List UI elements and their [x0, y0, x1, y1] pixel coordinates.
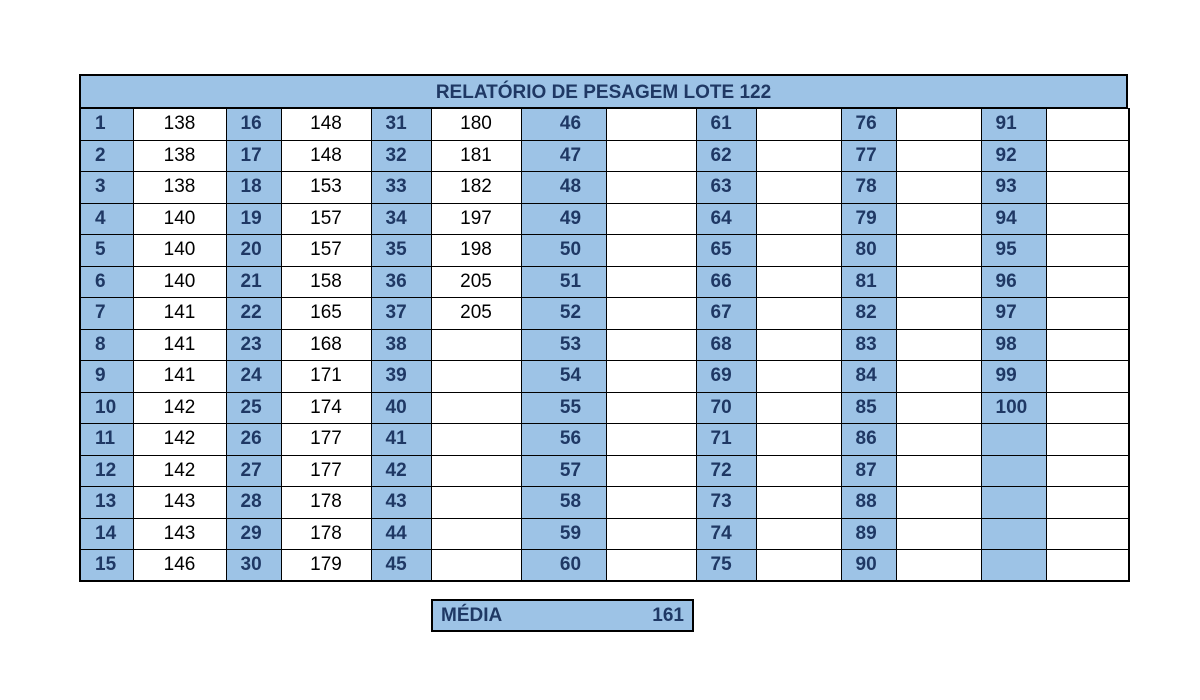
row-number-cell: 68 — [696, 329, 756, 361]
weight-cell — [431, 424, 521, 456]
row-number-cell: 50 — [521, 235, 606, 267]
row-number-cell: 42 — [371, 455, 431, 487]
weight-cell: 141 — [133, 329, 226, 361]
row-number-cell: 81 — [841, 266, 896, 298]
row-number-cell: 58 — [521, 487, 606, 519]
weight-cell — [756, 203, 841, 235]
weight-cell: 198 — [431, 235, 521, 267]
weight-cell: 171 — [281, 361, 371, 393]
weighing-report — [79, 74, 1128, 582]
weight-cell: 182 — [431, 172, 521, 204]
row-number-cell: 39 — [371, 361, 431, 393]
row-number-cell: 88 — [841, 487, 896, 519]
row-number-cell: 94 — [981, 203, 1046, 235]
weight-cell: 142 — [133, 455, 226, 487]
weight-cell — [606, 172, 696, 204]
row-number-cell: 18 — [226, 172, 281, 204]
row-number-cell: 3 — [80, 172, 133, 204]
table-row — [80, 329, 1129, 361]
table-row — [80, 140, 1129, 172]
row-number-cell: 76 — [841, 109, 896, 141]
weight-cell — [431, 455, 521, 487]
weight-cell — [896, 361, 981, 393]
row-number-cell: 57 — [521, 455, 606, 487]
weight-cell — [1046, 172, 1129, 204]
row-number-cell: 51 — [521, 266, 606, 298]
weight-cell — [896, 392, 981, 424]
weight-cell — [1046, 424, 1129, 456]
weight-cell — [896, 203, 981, 235]
weight-cell: 140 — [133, 266, 226, 298]
row-number-cell: 56 — [521, 424, 606, 456]
weight-cell — [756, 424, 841, 456]
row-number-cell: 33 — [371, 172, 431, 204]
table-row — [80, 518, 1129, 550]
table-row — [80, 361, 1129, 393]
weight-cell: 179 — [281, 550, 371, 582]
row-number-cell: 62 — [696, 140, 756, 172]
report-title: RELATÓRIO DE PESAGEM LOTE 122 — [79, 74, 1128, 108]
row-number-cell: 25 — [226, 392, 281, 424]
weight-cell: 178 — [281, 518, 371, 550]
row-number-cell: 70 — [696, 392, 756, 424]
weight-cell: 177 — [281, 455, 371, 487]
row-number-cell: 100 — [981, 392, 1046, 424]
average-box — [431, 599, 694, 632]
weight-cell — [1046, 266, 1129, 298]
row-number-cell: 79 — [841, 203, 896, 235]
weight-cell — [756, 329, 841, 361]
weight-cell — [606, 550, 696, 582]
weight-cell — [756, 109, 841, 141]
row-number-cell: 34 — [371, 203, 431, 235]
row-number-cell: 11 — [80, 424, 133, 456]
row-number-cell: 26 — [226, 424, 281, 456]
row-number-cell: 10 — [80, 392, 133, 424]
row-number-cell: 60 — [521, 550, 606, 582]
weight-cell — [1046, 109, 1129, 141]
row-number-cell: 92 — [981, 140, 1046, 172]
row-number-cell: 5 — [80, 235, 133, 267]
weight-cell: 168 — [281, 329, 371, 361]
weight-cell: 143 — [133, 518, 226, 550]
row-number-cell: 80 — [841, 235, 896, 267]
weight-cell: 197 — [431, 203, 521, 235]
row-number-cell: 69 — [696, 361, 756, 393]
weight-cell: 205 — [431, 298, 521, 330]
weight-cell — [431, 361, 521, 393]
weight-cell — [431, 487, 521, 519]
weight-cell: 165 — [281, 298, 371, 330]
weight-cell — [431, 550, 521, 582]
weight-cell — [606, 455, 696, 487]
row-number-cell: 77 — [841, 140, 896, 172]
row-number-cell: 21 — [226, 266, 281, 298]
row-number-cell: 29 — [226, 518, 281, 550]
table-row — [80, 550, 1129, 582]
weight-cell — [606, 140, 696, 172]
row-number-cell: 96 — [981, 266, 1046, 298]
weight-cell: 180 — [431, 109, 521, 141]
weight-cell: 148 — [281, 109, 371, 141]
weight-cell: 141 — [133, 361, 226, 393]
weight-cell — [896, 298, 981, 330]
weight-cell: 153 — [281, 172, 371, 204]
weight-cell — [1046, 550, 1129, 582]
row-number-cell: 67 — [696, 298, 756, 330]
weight-cell — [1046, 392, 1129, 424]
weight-cell — [756, 266, 841, 298]
weight-cell: 142 — [133, 392, 226, 424]
row-number-cell: 27 — [226, 455, 281, 487]
row-number-cell: 85 — [841, 392, 896, 424]
weight-cell: 205 — [431, 266, 521, 298]
weight-cell: 138 — [133, 140, 226, 172]
row-number-cell: 45 — [371, 550, 431, 582]
row-number-cell: 87 — [841, 455, 896, 487]
row-number-cell: 31 — [371, 109, 431, 141]
row-number-cell: 28 — [226, 487, 281, 519]
row-number-cell — [981, 550, 1046, 582]
weight-cell — [1046, 518, 1129, 550]
table-row — [80, 424, 1129, 456]
row-number-cell: 17 — [226, 140, 281, 172]
weight-cell — [896, 109, 981, 141]
weight-cell: 138 — [133, 109, 226, 141]
average-value: 161 — [652, 605, 684, 626]
weight-cell — [896, 266, 981, 298]
weight-cell — [606, 487, 696, 519]
weight-cell — [1046, 298, 1129, 330]
weight-cell — [606, 329, 696, 361]
row-number-cell: 49 — [521, 203, 606, 235]
weight-cell — [606, 203, 696, 235]
weight-cell — [896, 518, 981, 550]
weight-cell — [896, 140, 981, 172]
table-row — [80, 266, 1129, 298]
weight-cell — [756, 550, 841, 582]
weight-cell — [1046, 487, 1129, 519]
row-number-cell: 64 — [696, 203, 756, 235]
row-number-cell: 23 — [226, 329, 281, 361]
weight-cell — [756, 235, 841, 267]
weight-cell: 177 — [281, 424, 371, 456]
row-number-cell: 35 — [371, 235, 431, 267]
weight-cell — [896, 487, 981, 519]
weight-cell — [756, 392, 841, 424]
row-number-cell: 8 — [80, 329, 133, 361]
weight-cell — [1046, 203, 1129, 235]
weight-cell — [606, 518, 696, 550]
weight-cell: 143 — [133, 487, 226, 519]
weight-cell — [896, 329, 981, 361]
row-number-cell — [981, 487, 1046, 519]
row-number-cell: 97 — [981, 298, 1046, 330]
row-number-cell: 75 — [696, 550, 756, 582]
row-number-cell: 71 — [696, 424, 756, 456]
row-number-cell: 20 — [226, 235, 281, 267]
table-row — [80, 392, 1129, 424]
row-number-cell: 24 — [226, 361, 281, 393]
weight-cell: 141 — [133, 298, 226, 330]
row-number-cell: 55 — [521, 392, 606, 424]
row-number-cell: 38 — [371, 329, 431, 361]
weight-cell — [606, 266, 696, 298]
row-number-cell: 53 — [521, 329, 606, 361]
weight-cell: 157 — [281, 203, 371, 235]
weight-cell — [431, 518, 521, 550]
weight-cell — [896, 424, 981, 456]
row-number-cell: 66 — [696, 266, 756, 298]
weight-cell — [896, 235, 981, 267]
average-label: MÉDIA — [441, 605, 503, 626]
row-number-cell: 54 — [521, 361, 606, 393]
row-number-cell: 52 — [521, 298, 606, 330]
weight-cell — [756, 172, 841, 204]
weight-cell — [1046, 235, 1129, 267]
row-number-cell: 74 — [696, 518, 756, 550]
row-number-cell: 82 — [841, 298, 896, 330]
weight-cell — [756, 487, 841, 519]
weight-cell: 140 — [133, 203, 226, 235]
weight-cell: 174 — [281, 392, 371, 424]
table-row — [80, 455, 1129, 487]
weight-cell — [1046, 329, 1129, 361]
row-number-cell: 73 — [696, 487, 756, 519]
weight-cell — [896, 550, 981, 582]
weight-cell: 138 — [133, 172, 226, 204]
row-number-cell: 59 — [521, 518, 606, 550]
weight-cell — [756, 298, 841, 330]
weight-cell — [1046, 140, 1129, 172]
weight-cell — [756, 140, 841, 172]
row-number-cell: 30 — [226, 550, 281, 582]
row-number-cell: 40 — [371, 392, 431, 424]
row-number-cell: 98 — [981, 329, 1046, 361]
weight-cell — [606, 235, 696, 267]
table-row — [80, 109, 1129, 141]
row-number-cell: 14 — [80, 518, 133, 550]
row-number-cell: 2 — [80, 140, 133, 172]
row-number-cell: 93 — [981, 172, 1046, 204]
row-number-cell: 15 — [80, 550, 133, 582]
row-number-cell: 89 — [841, 518, 896, 550]
row-number-cell: 46 — [521, 109, 606, 141]
row-number-cell: 19 — [226, 203, 281, 235]
row-number-cell: 12 — [80, 455, 133, 487]
row-number-cell: 65 — [696, 235, 756, 267]
row-number-cell: 47 — [521, 140, 606, 172]
weight-cell — [606, 392, 696, 424]
weighing-table — [79, 108, 1130, 582]
row-number-cell: 99 — [981, 361, 1046, 393]
row-number-cell: 63 — [696, 172, 756, 204]
weight-cell: 148 — [281, 140, 371, 172]
row-number-cell: 90 — [841, 550, 896, 582]
row-number-cell: 78 — [841, 172, 896, 204]
weight-cell — [756, 455, 841, 487]
row-number-cell: 44 — [371, 518, 431, 550]
row-number-cell — [981, 518, 1046, 550]
row-number-cell: 61 — [696, 109, 756, 141]
row-number-cell: 86 — [841, 424, 896, 456]
table-row — [80, 298, 1129, 330]
table-row — [80, 487, 1129, 519]
weight-cell — [756, 361, 841, 393]
weight-cell — [1046, 455, 1129, 487]
weight-cell: 157 — [281, 235, 371, 267]
row-number-cell: 91 — [981, 109, 1046, 141]
row-number-cell: 4 — [80, 203, 133, 235]
weight-cell — [606, 424, 696, 456]
weight-cell — [431, 329, 521, 361]
row-number-cell: 6 — [80, 266, 133, 298]
weight-cell — [606, 361, 696, 393]
table-row — [80, 172, 1129, 204]
weight-cell — [606, 109, 696, 141]
row-number-cell: 13 — [80, 487, 133, 519]
weight-cell — [896, 455, 981, 487]
row-number-cell: 1 — [80, 109, 133, 141]
row-number-cell: 72 — [696, 455, 756, 487]
weight-cell — [1046, 361, 1129, 393]
weight-cell: 158 — [281, 266, 371, 298]
weight-cell — [756, 518, 841, 550]
weight-cell: 146 — [133, 550, 226, 582]
row-number-cell: 83 — [841, 329, 896, 361]
weight-cell — [896, 172, 981, 204]
weight-cell: 142 — [133, 424, 226, 456]
row-number-cell: 16 — [226, 109, 281, 141]
row-number-cell: 9 — [80, 361, 133, 393]
row-number-cell: 84 — [841, 361, 896, 393]
row-number-cell: 41 — [371, 424, 431, 456]
table-row — [80, 235, 1129, 267]
weight-cell: 140 — [133, 235, 226, 267]
row-number-cell: 37 — [371, 298, 431, 330]
row-number-cell: 95 — [981, 235, 1046, 267]
table-row — [80, 203, 1129, 235]
row-number-cell — [981, 424, 1046, 456]
weight-cell: 178 — [281, 487, 371, 519]
weight-cell: 181 — [431, 140, 521, 172]
row-number-cell — [981, 455, 1046, 487]
row-number-cell: 36 — [371, 266, 431, 298]
row-number-cell: 7 — [80, 298, 133, 330]
row-number-cell: 43 — [371, 487, 431, 519]
weight-cell — [431, 392, 521, 424]
weight-cell — [606, 298, 696, 330]
row-number-cell: 32 — [371, 140, 431, 172]
row-number-cell: 22 — [226, 298, 281, 330]
row-number-cell: 48 — [521, 172, 606, 204]
